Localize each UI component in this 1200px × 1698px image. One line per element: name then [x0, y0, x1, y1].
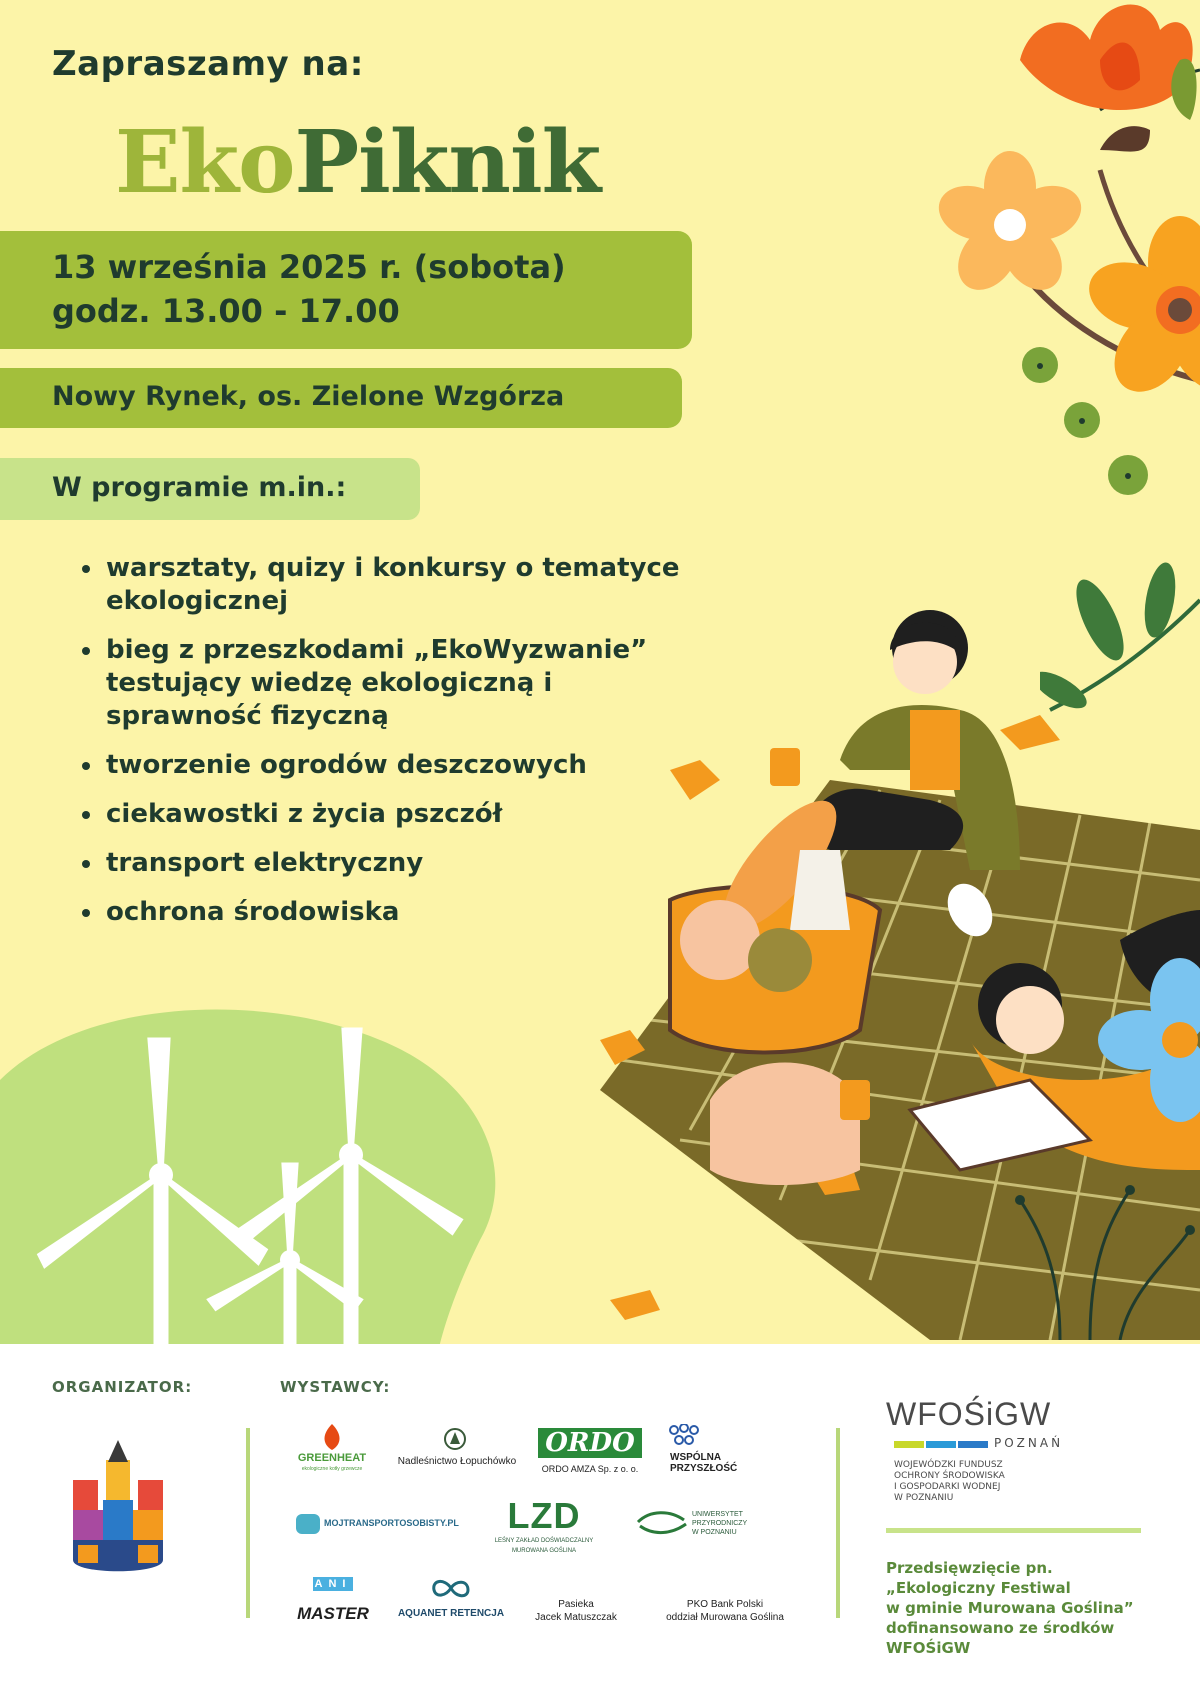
up-poznan-logo — [692, 1510, 782, 1537]
program-item: warsztaty, quizy i konkursy o tematyce ekologicznej — [78, 552, 746, 618]
program-item: transport elektryczny — [78, 847, 768, 880]
pko-line-2: oddział Murowana Goślina — [666, 1612, 784, 1623]
wfos-line-1: WOJEWÓDZKI FUNDUSZ — [894, 1460, 1003, 1470]
pasieka-line-1: Pasieka — [558, 1599, 594, 1610]
wfos-stripe-blue-2 — [958, 1441, 988, 1448]
pasieka-line-2: Jacek Matuszczak — [535, 1612, 617, 1623]
aquanet-loop-icon — [430, 1576, 472, 1600]
nadlesnictwo-emblem-icon — [444, 1428, 466, 1450]
wfos-divider — [886, 1528, 1141, 1533]
wfos-line-4: W POZNANIU — [894, 1493, 954, 1503]
picnic-illustration — [590, 610, 1200, 1340]
up-line-1: UNIWERSYTET — [692, 1511, 743, 1518]
animaster-blocks: ANI — [314, 1578, 352, 1590]
wspolna-people-icon — [668, 1424, 700, 1450]
program-item: ciekawostki z życia pszczół — [78, 798, 768, 831]
sponsor-line-5: WFOŚiGW — [886, 1639, 971, 1657]
exhibitors-label: WYSTAWCY: — [280, 1378, 391, 1396]
title-piknik: Piknik — [294, 112, 601, 213]
organizer-label: ORGANIZATOR: — [52, 1378, 193, 1396]
animaster-logo: MASTER — [297, 1604, 369, 1623]
aquanet-logo: AQUANET RETENCJA — [397, 1608, 505, 1619]
wfos-city: POZNAŃ — [994, 1436, 1064, 1450]
wspolna-logo: WSPÓLNA PRZYSZŁOŚĆ — [670, 1452, 738, 1474]
wfos-line-2: OCHRONY ŚRODOWISKA — [894, 1471, 1005, 1481]
greenheat-subtitle: ekologiczne kotły grzewcze — [301, 1466, 363, 1472]
lzd-subtitle-1: LEŚNY ZAKŁAD DOŚWIADCZALNY — [494, 1538, 594, 1544]
lzd-logo: LZD — [507, 1495, 581, 1536]
up-line-2: PRZYRODNICZY — [692, 1520, 748, 1527]
flowers-illustration — [900, 0, 1200, 520]
sponsor-line-2: „Ekologiczny Festiwal — [886, 1579, 1071, 1597]
program-item: bieg z przeszkodami „EkoWyzwanie” testujący wiedzę ekologiczną i sprawność fizyczną — [78, 634, 706, 733]
mojtransport-logo: MOJTRANSPORTOSOBISTY.PL — [324, 1518, 459, 1528]
greenheat-logo: GREENHEAT — [297, 1452, 367, 1464]
program-item: tworzenie ogrodów deszczowych — [78, 749, 768, 782]
ordo-subtitle: ORDO AMZA Sp. z o. o. — [541, 1464, 639, 1474]
greenheat-flame-icon — [318, 1422, 346, 1452]
sponsor-note — [886, 1558, 1186, 1658]
wfos-stripe-yellow — [894, 1441, 924, 1448]
title-eko: Eko — [115, 112, 295, 213]
up-poznan-emblem-icon — [636, 1508, 688, 1538]
coat-of-arms-logo — [68, 1440, 178, 1580]
lzd-subtitle-2: MUROWANA GOŚLINA — [511, 1548, 577, 1554]
ordo-logo: ORDO — [538, 1428, 642, 1458]
event-title — [115, 112, 600, 213]
divider-left — [246, 1428, 250, 1618]
event-date: 13 września 2025 r. (sobota) — [52, 248, 566, 286]
program-item: ochrona środowiska — [78, 896, 768, 929]
mojtransport-icon — [296, 1514, 320, 1534]
wind-turbines-illustration — [0, 1000, 560, 1344]
program-heading: W programie m.in.: — [52, 472, 347, 503]
up-line-3: W POZNANIU — [692, 1529, 737, 1536]
nadlesnictwo-logo: Nadleśnictwo Łopuchówko — [397, 1456, 517, 1467]
animaster-letters — [300, 1578, 366, 1590]
divider-right — [836, 1428, 840, 1618]
wfos-logo: WFOŚiGW — [886, 1396, 1052, 1432]
event-hours: godz. 13.00 - 17.00 — [52, 292, 400, 330]
pko-logo — [640, 1598, 810, 1624]
intro-text: Zapraszamy na: — [52, 44, 364, 84]
sponsor-line-1: Przedsięwzięcie pn. — [886, 1559, 1053, 1577]
wfos-line-3: I GOSPODARKI WODNEJ — [894, 1482, 1001, 1492]
wfos-fullname — [894, 1460, 1005, 1504]
wfos-stripe-blue — [926, 1441, 956, 1448]
sponsor-line-4: dofinansowano ze środków — [886, 1619, 1115, 1637]
sponsor-line-3: w gminie Murowana Goślina” — [886, 1599, 1134, 1617]
pasieka-logo — [516, 1598, 636, 1624]
event-place: Nowy Rynek, os. Zielone Wzgórza — [52, 381, 565, 412]
pko-line-1: PKO Bank Polski — [686, 1599, 764, 1610]
